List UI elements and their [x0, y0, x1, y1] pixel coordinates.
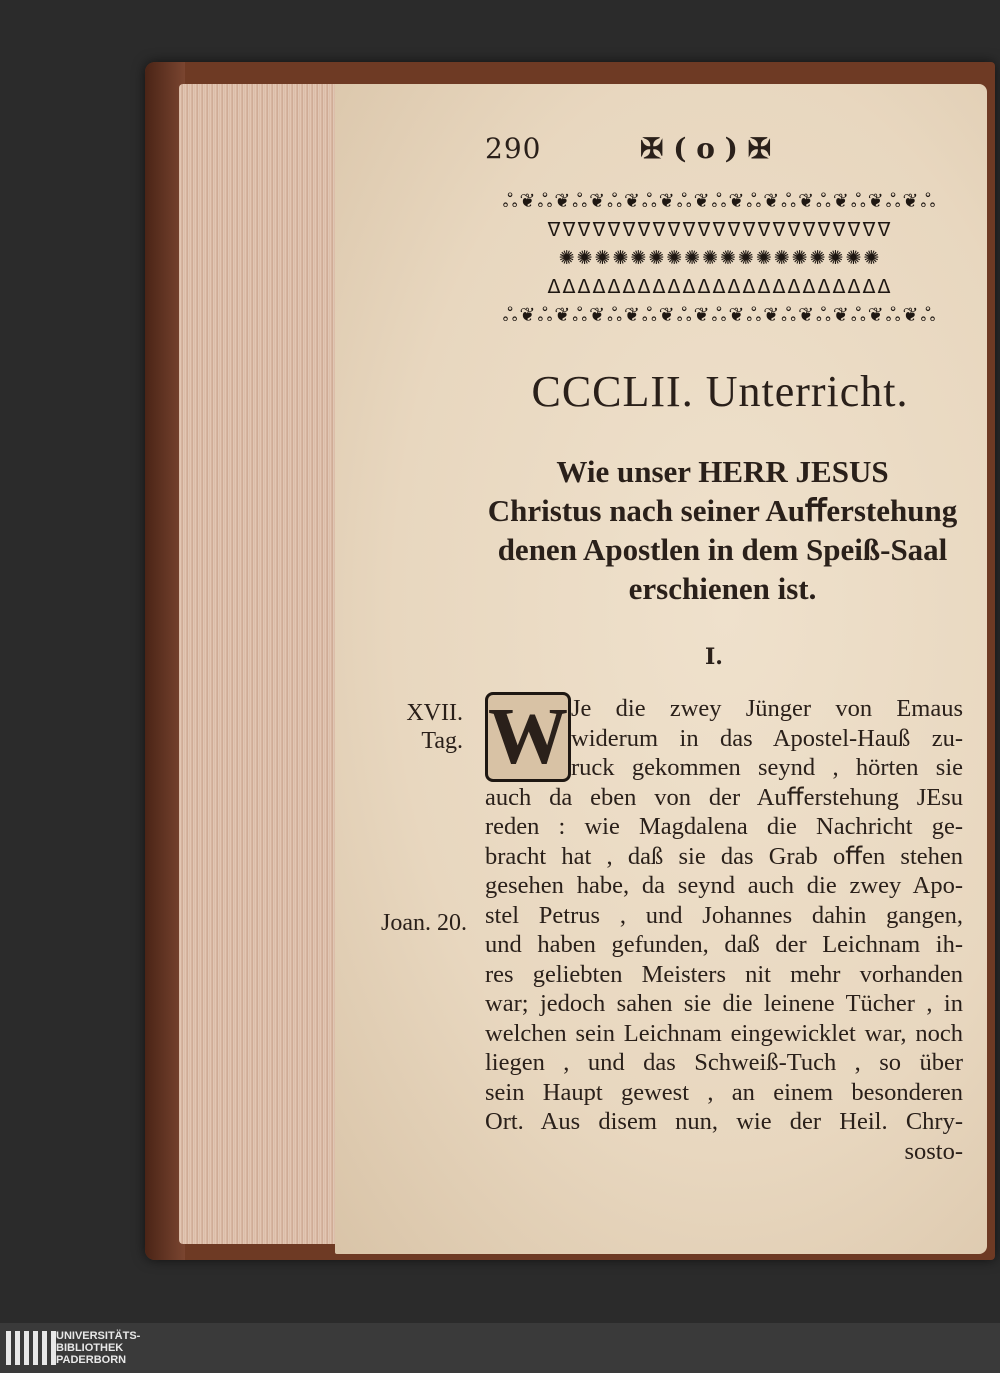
- catchword: sosto-: [904, 1137, 963, 1165]
- ornament-row: ✺✺✺✺✺✺✺✺✺✺✺✺✺✺✺✺✺✺: [558, 249, 882, 267]
- margin-note-day: XVII.: [406, 700, 463, 726]
- body-line: Je die zwey Jünger von Emaus: [571, 695, 963, 722]
- body-line: reden : wie Magdalena die Nachricht ge-: [485, 813, 963, 840]
- body-line: welchen sein Leichnam eingewicklet war, noch: [485, 1019, 963, 1047]
- body-line: auch da eben von der Auﬀerstehung JEsu: [485, 783, 963, 811]
- library-name-line: UNIVERSITÄTS-: [56, 1330, 141, 1342]
- body-line: ruck gekommen seynd , hörten sie: [571, 754, 963, 781]
- body-line: bracht hat , daß sie das Grab oﬀen stehen: [485, 842, 963, 870]
- subtitle-line: erschienen ist.: [628, 571, 817, 606]
- library-name: [56, 1330, 140, 1366]
- section-number: I.: [705, 644, 723, 670]
- body-paragraph: [485, 694, 963, 1166]
- ornament-row: ᐁᐁᐁᐁᐁᐁᐁᐁᐁᐁᐁᐁᐁᐁᐁᐁᐁᐁᐁᐁᐁᐁᐁ: [547, 220, 893, 239]
- body-line: widerum in das Apostel-Hauß zu-: [571, 724, 963, 752]
- margin-note-scripture-ref: Joan. 20.: [381, 910, 467, 936]
- body-line: liegen , und das Schweiß-Tuch , so über: [485, 1049, 963, 1076]
- body-line: gesehen habe, da seynd auch die zwey Apo-: [485, 872, 963, 899]
- drop-cap-initial: W: [485, 692, 571, 782]
- body-line: und haben gefunden, daß der Leichnam ih-: [485, 931, 963, 958]
- body-line: stel Petrus , und Johannes dahin gangen,: [485, 901, 963, 929]
- chapter-heading: CCCLII. Unterricht.: [531, 367, 909, 416]
- body-line: res geliebten Meisters nit mehr vorhanden: [485, 960, 963, 988]
- page-number: 290: [485, 132, 542, 165]
- subtitle-line: denen Apostlen in dem Speiß-Saal: [497, 532, 948, 567]
- library-name-line: PADERBORN: [56, 1354, 127, 1366]
- body-line: Ort. Aus disem nun, wie der Heil. Chry-: [485, 1108, 963, 1135]
- body-line: war; jedoch sahen sie die leinene Tücher , in: [485, 990, 963, 1017]
- library-footer: [0, 1323, 1000, 1373]
- decorative-ornament-band: [485, 192, 955, 324]
- ornament-row: ᐃᐃᐃᐃᐃᐃᐃᐃᐃᐃᐃᐃᐃᐃᐃᐃᐃᐃᐃᐃᐃᐃᐃ: [547, 277, 893, 296]
- ornament-row: ஃ❦ஃ❦ஃ❦ஃ❦ஃ❦ஃ❦ஃ❦ஃ❦ஃ❦ஃ❦ஃ❦ஃ❦ஃ: [502, 306, 938, 324]
- ornament-row: ஃ❦ஃ❦ஃ❦ஃ❦ஃ❦ஃ❦ஃ❦ஃ❦ஃ❦ஃ❦ஃ❦ஃ❦ஃ: [502, 192, 938, 210]
- chapter-subtitle: [485, 452, 960, 608]
- subtitle-line: Christus nach seiner Auﬀerstehung: [487, 493, 958, 528]
- margin-note-day-label: Tag.: [421, 728, 463, 754]
- body-line: sein Haupt gewest , an einem besonderen: [485, 1078, 963, 1106]
- page-stack-edge: [179, 84, 339, 1244]
- library-name-line: BIBLIOTHEK: [56, 1342, 124, 1354]
- book-page: [335, 84, 987, 1254]
- running-header-ornament: ✠ ( o ) ✠: [640, 132, 772, 165]
- subtitle-line: Wie unser HERR JESUS: [556, 454, 889, 489]
- library-logo-icon: [6, 1331, 56, 1365]
- book: [145, 62, 995, 1260]
